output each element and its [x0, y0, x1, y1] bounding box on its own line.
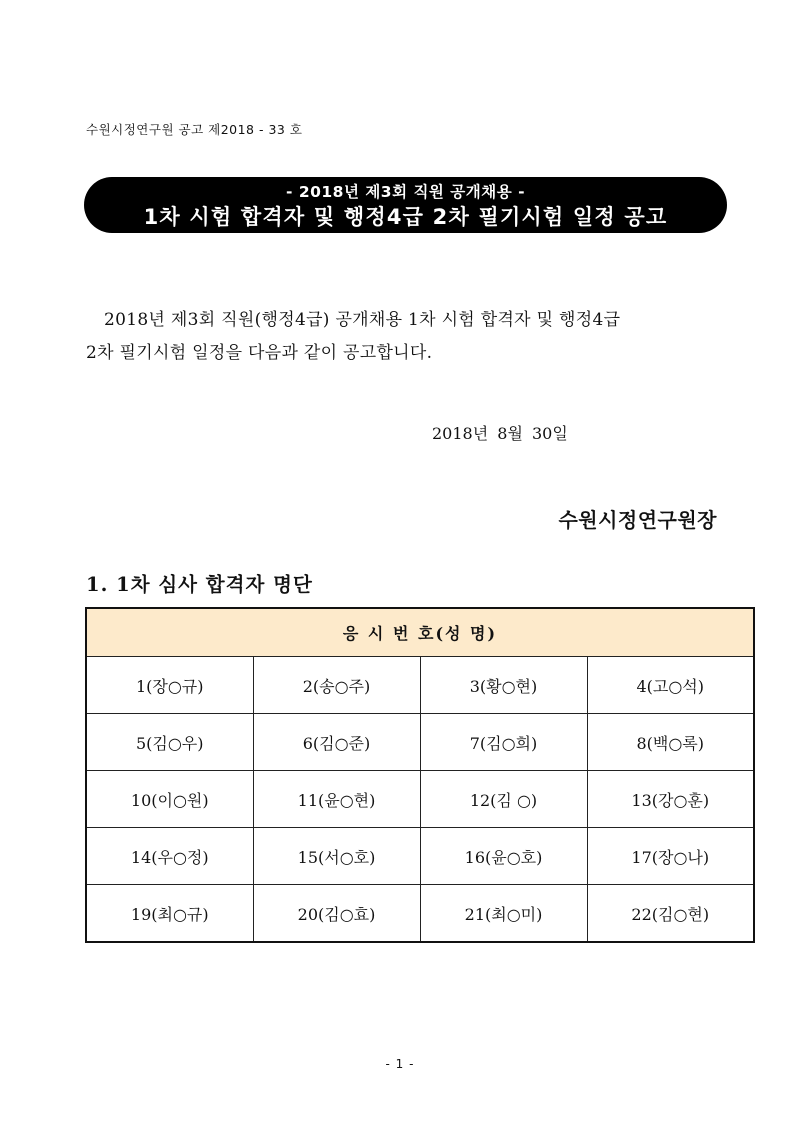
table-cell: 15(서○호)	[253, 828, 420, 885]
table-row	[86, 828, 754, 885]
table-cell: 10(이○원)	[86, 771, 253, 828]
table-cell: 17(장○나)	[587, 828, 754, 885]
table-cell: 21(최○미)	[420, 885, 587, 943]
intro-paragraph	[86, 304, 726, 370]
table-row	[86, 885, 754, 943]
table-cell: 7(김○희)	[420, 714, 587, 771]
table-cell: 22(김○현)	[587, 885, 754, 943]
table-cell: 6(김○준)	[253, 714, 420, 771]
table-header-row	[86, 608, 754, 657]
table-cell: 5(김○우)	[86, 714, 253, 771]
table-cell: 20(김○효)	[253, 885, 420, 943]
table-row	[86, 771, 754, 828]
section-heading: 1. 1차 심사 합격자 명단	[86, 573, 313, 596]
passer-table	[85, 607, 755, 943]
table-cell: 8(백○록)	[587, 714, 754, 771]
intro-line-2: 2차 필기시험 일정을 다음과 같이 공고합니다.	[86, 343, 433, 363]
notice-number: 수원시정연구원 공고 제2018 - 33 호	[86, 122, 303, 137]
title-banner	[84, 177, 727, 233]
title-main: 1차 시험 합격자 및 행정4급 2차 필기시험 일정 공고	[143, 205, 668, 229]
table-cell: 12(김 ○)	[420, 771, 587, 828]
table-cell: 1(장○규)	[86, 657, 253, 714]
table-row	[86, 714, 754, 771]
table-header: 응 시 번 호(성 명)	[86, 608, 754, 657]
announcement-date: 2018년 8월 30일	[432, 424, 568, 443]
table-cell: 11(윤○현)	[253, 771, 420, 828]
table-cell: 14(우○정)	[86, 828, 253, 885]
table-cell: 2(송○주)	[253, 657, 420, 714]
page-number: - 1 -	[385, 1057, 415, 1071]
table-cell: 3(황○현)	[420, 657, 587, 714]
table-cell: 19(최○규)	[86, 885, 253, 943]
title-subtitle: - 2018년 제3회 직원 공개채용 -	[285, 183, 526, 201]
intro-line-1: 2018년 제3회 직원(행정4급) 공개채용 1차 시험 합격자 및 행정4급	[104, 310, 621, 330]
table-cell: 16(윤○호)	[420, 828, 587, 885]
table-cell: 13(강○훈)	[587, 771, 754, 828]
issuer-name: 수원시정연구원장	[558, 508, 717, 532]
table-cell: 4(고○석)	[587, 657, 754, 714]
table-row	[86, 657, 754, 714]
